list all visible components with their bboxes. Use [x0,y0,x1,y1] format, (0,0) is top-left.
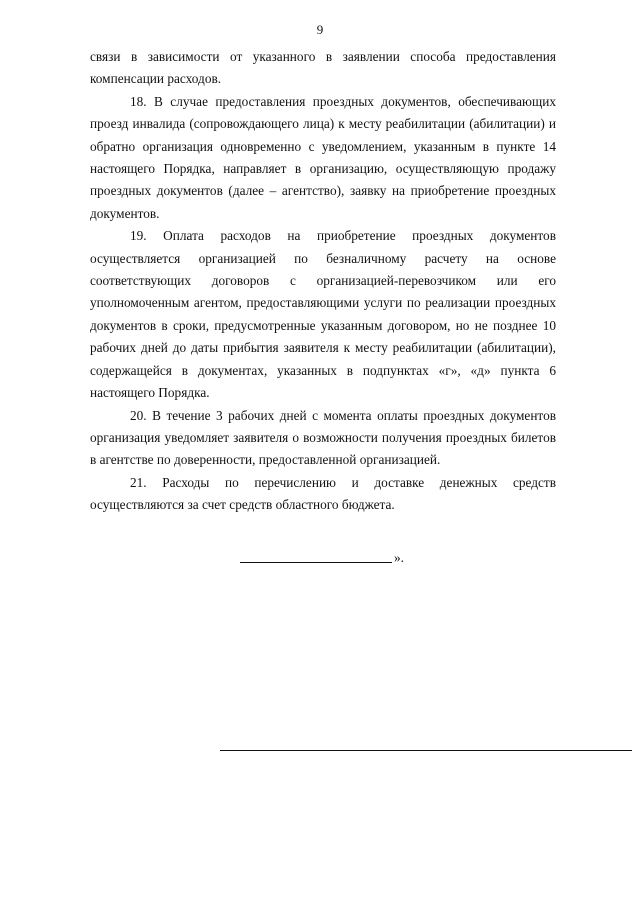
closing-underline [240,562,392,563]
paragraph-item-18: 18. В случае предоставления проездных документов, обеспечивающих проезд инвалида (сопровождающего лица) к месту реабилитации (абилитации) и обратно организация одновременно с уведомлением, указанным в пункте 14 настоящего Порядка, направляет в организацию, осуществляющую продажу проездных документов (далее – агентство), заявку на приобретение проездных документов. [90,93,556,221]
page-number: 9 [316,22,324,37]
closing-quote-mark: ». [394,550,404,565]
paragraph-item-21: 21. Расходы по перечислению и доставке денежных средств осуществляются за счет средств областного бюджета. [90,474,556,513]
paragraph-item-19: 19. Оплата расходов на приобретение проездных документов осуществляется организацией по безналичному расчету на основе соответствующих договоров с организацией-перевозчиком или его уполномоченным агентом, предоставляющими услуги по реализации проездных документов в сроки, предусмотренные указанным договором, но не позднее 10 рабочих дней до даты прибытия заявителя к месту реабилитации (абилитации), содержащейся в документах, указанных в подпунктах «г», «д» пункта 6 настоящего Порядка. [90,228,556,401]
paragraph-continuation: связи в зависимости от указанного в заявлении способа предоставления компенсации расходов. [90,49,556,87]
paragraph-item-20: 20. В течение 3 рабочих дней с момента оплаты проездных документов организация уведомляет заявителя о возможности получения проездных билетов в агентстве по доверенности, предоставленной организацией. [90,407,556,468]
footer-separator-line [220,750,632,751]
closing-block [240,545,410,575]
document-body [90,46,556,517]
